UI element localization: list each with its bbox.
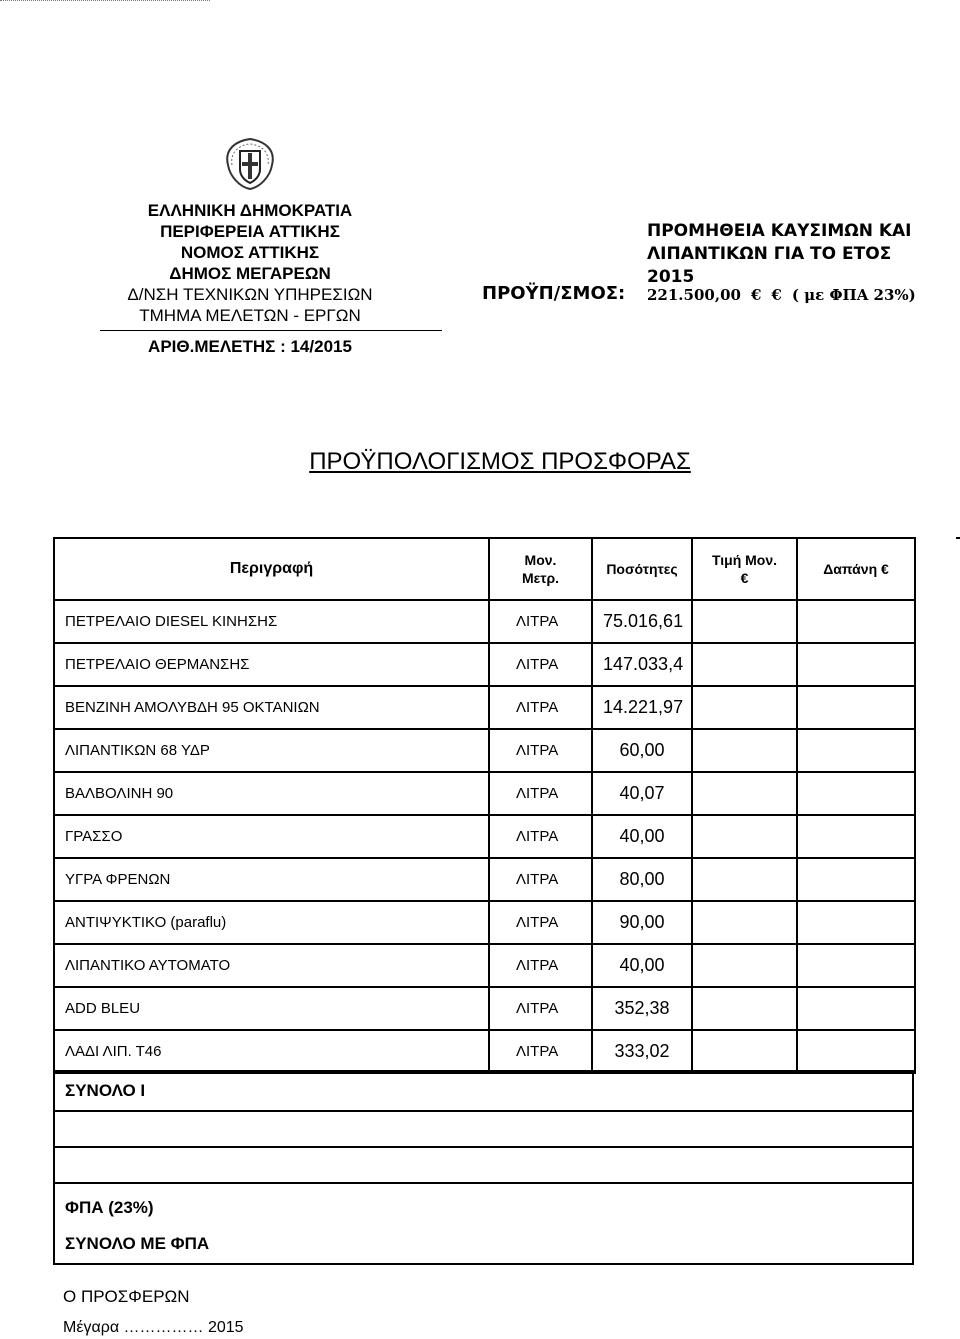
project-title-line1: ΠΡΟΜΗΘΕΙΑ ΚΑΥΣΙΜΩΝ ΚΑΙ bbox=[647, 221, 912, 241]
place-date: Μέγαρα …………… 2015 bbox=[63, 1319, 244, 1336]
blank-cell bbox=[54, 1111, 913, 1147]
table-row bbox=[54, 858, 915, 901]
budget-amount: 221.500,00 bbox=[647, 286, 741, 304]
study-number: ΑΡΙΘ.ΜΕΛΕΤΗΣ : 14/2015 bbox=[148, 337, 352, 356]
row-quantity: 80,00 bbox=[592, 858, 692, 901]
table-header-row bbox=[54, 538, 915, 600]
issuer-line-prefecture: ΝΟΜΟΣ ΑΤΤΙΚΗΣ bbox=[180, 243, 320, 262]
total-1-label: ΣΥΝΟΛΟ Ι bbox=[54, 1071, 913, 1111]
blank-cell bbox=[54, 1147, 913, 1183]
row-unit-price bbox=[692, 686, 797, 729]
row-cost bbox=[797, 858, 915, 901]
table-row bbox=[54, 686, 915, 729]
issuer-line-municipality: ΔΗΜΟΣ ΜΕΓΑΡΕΩΝ bbox=[169, 264, 331, 283]
budget-amount-line bbox=[647, 286, 926, 304]
issuer-line-republic: ΕΛΛΗΝΙΚΗ ΔΗΜΟΚΡΑΤΙΑ bbox=[147, 201, 353, 220]
row-unit: ΛΙΤΡΑ bbox=[489, 944, 592, 987]
row-quantity: 333,02 bbox=[592, 1030, 692, 1073]
project-title-year: 2015 bbox=[647, 267, 695, 287]
project-title-line2: ΛΙΠΑΝΤΙΚΩΝ ΓΙΑ ΤΟ ΕΤΟΣ bbox=[647, 244, 892, 264]
issuer-line-directorate: Δ/ΝΣΗ ΤΕΧΝΙΚΩΝ ΥΠΗΡΕΣΙΩΝ bbox=[127, 285, 373, 304]
row-quantity: 352,38 bbox=[592, 987, 692, 1030]
table-row bbox=[54, 643, 915, 686]
row-description: ΛΑΔΙ ΛΙΠ. Τ46 bbox=[54, 1030, 489, 1073]
project-title-block bbox=[647, 220, 912, 289]
offerer-label: Ο ΠΡΟΣΦΕΡΩΝ bbox=[63, 1287, 190, 1306]
row-unit-price bbox=[692, 987, 797, 1030]
row-unit: ΛΙΤΡΑ bbox=[489, 901, 592, 944]
row-unit: ΛΙΤΡΑ bbox=[489, 686, 592, 729]
row-description: ΒΕΝΖΙΝΗ ΑΜΟΛΥΒΔΗ 95 ΟΚΤΑΝΙΩΝ bbox=[54, 686, 489, 729]
row-unit: ΛΙΤΡΑ bbox=[489, 643, 592, 686]
row-quantity: 14.221,97 bbox=[592, 686, 692, 729]
row-description: ΛΙΠΑΝΤΙΚΩΝ 68 ΥΔΡ bbox=[54, 729, 489, 772]
greek-coat-of-arms-emblem bbox=[220, 135, 280, 193]
header-description: Περιγραφή bbox=[54, 538, 489, 600]
row-description: ΒΑΛΒΟΛΙΝΗ 90 bbox=[54, 772, 489, 815]
row-cost bbox=[797, 901, 915, 944]
row-quantity: 40,00 bbox=[592, 944, 692, 987]
row-description: ΠΕΤΡΕΛΑΙΟ ΘΕΡΜΑΝΣΗΣ bbox=[54, 643, 489, 686]
row-unit: ΛΙΤΡΑ bbox=[489, 772, 592, 815]
row-quantity: 147.033,4 bbox=[592, 643, 692, 686]
table-row bbox=[54, 1030, 915, 1073]
row-unit-price bbox=[692, 643, 797, 686]
vat-label: ΦΠΑ (23%) bbox=[65, 1198, 154, 1217]
blank-row bbox=[54, 1147, 913, 1183]
row-unit-price bbox=[692, 729, 797, 772]
row-cost bbox=[797, 729, 915, 772]
total-with-vat-label: ΣΥΝΟΛΟ ΜΕ ΦΠΑ bbox=[65, 1234, 210, 1253]
row-description: ΓΡΑΣΣΟ bbox=[54, 815, 489, 858]
row-description: ΑΝΤΙΨΥΚΤΙΚΟ (paraflu) bbox=[54, 901, 489, 944]
budget-currency-2: € bbox=[771, 286, 782, 304]
row-unit: ΛΙΤΡΑ bbox=[489, 600, 592, 643]
table-row bbox=[54, 987, 915, 1030]
row-description: ΥΓΡΑ ΦΡΕΝΩΝ bbox=[54, 858, 489, 901]
issuer-line-department: ΤΜΗΜΑ ΜΕΛΕΤΩΝ - ΕΡΓΩΝ bbox=[139, 306, 361, 325]
row-unit: ΛΙΤΡΑ bbox=[489, 987, 592, 1030]
row-unit-price bbox=[692, 1030, 797, 1073]
row-description: ΠΕΤΡΕΛΑΙΟ DIESEL ΚΙΝΗΣΗΣ bbox=[54, 600, 489, 643]
budget-currency: € bbox=[750, 286, 762, 304]
row-description: ΛΙΠΑΝΤΙΚΟ ΑΥΤΟΜΑΤΟ bbox=[54, 944, 489, 987]
table-row bbox=[54, 944, 915, 987]
totals-table bbox=[53, 1070, 914, 1265]
row-cost bbox=[797, 643, 915, 686]
row-unit: ΛΙΤΡΑ bbox=[489, 858, 592, 901]
row-cost bbox=[797, 944, 915, 987]
header-divider bbox=[100, 330, 442, 331]
header-unit-price: Τιμή Μον. € bbox=[692, 538, 797, 600]
table-row bbox=[54, 901, 915, 944]
row-unit: ΛΙΤΡΑ bbox=[489, 1030, 592, 1073]
emblem-icon bbox=[220, 135, 280, 193]
row-quantity: 75.016,61 bbox=[592, 600, 692, 643]
total-row bbox=[54, 1071, 913, 1111]
page-title: ΠΡΟΫΠΟΛΟΓΙΣΜΟΣ ΠΡΟΣΦΟΡΑΣ bbox=[309, 448, 691, 475]
table-row bbox=[54, 772, 915, 815]
header-quantity: Ποσότητες bbox=[592, 538, 692, 600]
table-row bbox=[54, 729, 915, 772]
header-unit: Μον. Μετρ. bbox=[489, 538, 592, 600]
blank-row bbox=[54, 1111, 913, 1147]
table-row bbox=[54, 815, 915, 858]
row-unit-price bbox=[692, 944, 797, 987]
row-cost bbox=[797, 815, 915, 858]
row-cost bbox=[797, 1030, 915, 1073]
budget-vat-note: ( με ΦΠΑ 23%) bbox=[791, 286, 916, 304]
row-unit-price bbox=[692, 600, 797, 643]
offer-budget-table bbox=[53, 537, 916, 1074]
row-description: ADD BLEU bbox=[54, 987, 489, 1030]
row-cost bbox=[797, 686, 915, 729]
header-cost: Δαπάνη € bbox=[797, 538, 915, 600]
top-dotted-line bbox=[0, 0, 210, 1]
row-unit-price bbox=[692, 772, 797, 815]
row-unit: ΛΙΤΡΑ bbox=[489, 815, 592, 858]
issuer-block bbox=[110, 200, 390, 326]
table-top-extension bbox=[956, 537, 960, 539]
row-cost bbox=[797, 772, 915, 815]
row-unit-price bbox=[692, 901, 797, 944]
table-row bbox=[54, 600, 915, 643]
row-quantity: 40,00 bbox=[592, 815, 692, 858]
row-unit-price bbox=[692, 815, 797, 858]
row-cost bbox=[797, 600, 915, 643]
row-quantity: 40,07 bbox=[592, 772, 692, 815]
row-quantity: 90,00 bbox=[592, 901, 692, 944]
budget-label: ΠΡΟΫΠ/ΣΜΟΣ: bbox=[482, 283, 626, 304]
row-unit-price bbox=[692, 858, 797, 901]
vat-total-cell bbox=[54, 1183, 913, 1264]
row-unit: ΛΙΤΡΑ bbox=[489, 729, 592, 772]
issuer-line-region: ΠΕΡΙΦΕΡΕΙΑ ΑΤΤΙΚΗΣ bbox=[160, 222, 340, 241]
vat-total-row bbox=[54, 1183, 913, 1264]
row-cost bbox=[797, 987, 915, 1030]
row-quantity: 60,00 bbox=[592, 729, 692, 772]
